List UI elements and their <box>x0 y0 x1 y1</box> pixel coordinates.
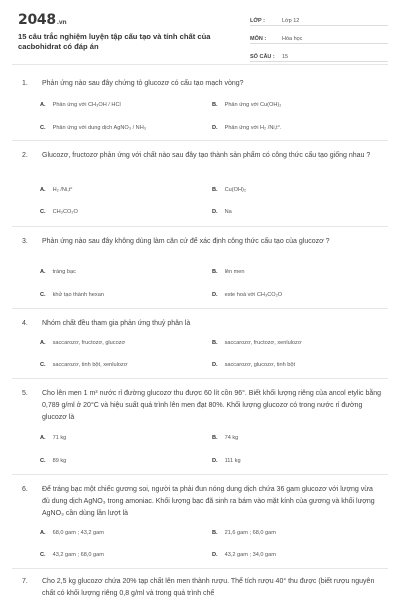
meta-label: MÔN : <box>250 36 267 42</box>
option-d[interactable] <box>212 362 295 368</box>
option-d[interactable] <box>212 125 282 131</box>
option-b[interactable] <box>212 435 238 441</box>
meta-row-subject <box>250 30 388 44</box>
option-d[interactable] <box>212 458 241 464</box>
option-key: C. <box>40 125 46 131</box>
option-text: saccarozơ, fructozơ, glucozơ <box>52 340 126 346</box>
meta-row-count <box>250 48 388 62</box>
option-key: D. <box>212 552 218 558</box>
option-text: H₂ /Ni,t° <box>52 187 73 193</box>
question-text: Để tráng bạc một chiếc gương soi, người ta phải đun nóng dung dịch chứa 36 gam glucozơ với lượng vừa đủ dung dịch AgNO₃ trong amoniac. Khối lượng bạc đã sinh ra bám vào mặt kính của gương và khối lượng AgNO₃ cần dùng lần lượt là <box>42 486 375 517</box>
option-key: D. <box>212 458 218 464</box>
question-text: Phản ứng nào sau đây không dùng làm căn cứ để xác định công thức cấu tạo của glucozơ ? <box>42 238 330 245</box>
option-text: lên men <box>224 269 245 275</box>
option-key: B. <box>212 269 218 275</box>
option-a[interactable] <box>40 187 73 193</box>
question-number: 4. <box>22 320 28 327</box>
option-key: C. <box>40 552 46 558</box>
option-key: A. <box>40 102 46 108</box>
option-c[interactable] <box>40 552 104 558</box>
option-text: saccarozơ, glucozơ, tinh bột <box>224 362 296 368</box>
option-text: Na <box>224 209 232 215</box>
question-number: 2. <box>22 152 28 159</box>
option-key: D. <box>212 362 218 368</box>
divider <box>12 378 388 379</box>
option-text: 74 kg <box>224 435 239 441</box>
option-key: D. <box>212 292 218 298</box>
option-d[interactable] <box>212 209 232 215</box>
option-a[interactable] <box>40 435 66 441</box>
meta-value: Lớp 12 <box>282 18 300 24</box>
option-c[interactable] <box>40 292 104 298</box>
document-title: 15 câu trắc nghiệm luyện tập cấu tạo và tính chất của cacbohidrat có đáp án <box>18 32 211 51</box>
option-text: este hoá với CH₃CO₂O <box>224 292 283 298</box>
option-text: saccarozơ, fructozơ, xenlulozơ <box>224 340 302 346</box>
option-a[interactable] <box>40 269 76 275</box>
option-text: 89 kg <box>52 458 67 464</box>
option-text: khử tạo thành hexan <box>52 292 104 298</box>
divider <box>12 308 388 309</box>
option-key: D. <box>212 209 218 215</box>
option-key: C. <box>40 209 46 215</box>
question-text: Nhóm chất đều tham gia phản ứng thuỷ phân là <box>42 320 191 327</box>
question-number: 5. <box>22 390 28 397</box>
option-key: B. <box>212 187 218 193</box>
option-key: B. <box>212 102 218 108</box>
option-key: A. <box>40 530 46 536</box>
option-text: Cu(OH)₂ <box>224 187 247 193</box>
question-text: Glucozơ, fructozơ phản ứng với chất nào sau đây tạo thành sản phẩm có công thức cấu tạo giống nhau ? <box>42 152 371 159</box>
option-text: Phản ứng với dung dịch AgNO₃ / NH₃ <box>52 125 147 131</box>
meta-label: LỚP : <box>250 18 265 24</box>
option-key: A. <box>40 187 46 193</box>
option-text: 111 kg <box>224 458 241 464</box>
document-header <box>0 0 400 62</box>
meta-row-grade <box>250 12 388 26</box>
option-key: A. <box>40 435 46 441</box>
logo-text: 2048 <box>18 12 56 28</box>
option-a[interactable] <box>40 102 121 108</box>
option-a[interactable] <box>40 340 125 346</box>
option-key: B. <box>212 530 218 536</box>
option-text: 68,0 gam ; 43,2 gam <box>52 530 104 536</box>
meta-label: SỐ CÂU : <box>250 54 275 60</box>
option-b[interactable] <box>212 340 302 346</box>
logo-ext: .vn <box>56 19 67 26</box>
option-a[interactable] <box>40 530 104 536</box>
option-text: 43,2 gam ; 34,0 gam <box>224 552 276 558</box>
option-key: C. <box>40 292 46 298</box>
option-text: CH₃CO₂O <box>52 209 78 215</box>
option-d[interactable] <box>212 292 282 298</box>
option-key: C. <box>40 458 46 464</box>
option-b[interactable] <box>212 530 276 536</box>
site-logo[interactable] <box>18 12 66 28</box>
document-meta <box>250 12 388 66</box>
question-number: 1. <box>22 80 28 87</box>
option-text: saccarozơ, tinh bột, xenlulozơ <box>52 362 128 368</box>
option-c[interactable] <box>40 458 66 464</box>
option-d[interactable] <box>212 552 276 558</box>
question-text: Cho lên men 1 m³ nước rỉ đường glucozơ thu được 60 lít cồn 96°. Biết khối lượng riêng của ancol etylic bằng 0,789 g/ml ở 20°C và hiệu suất quá trình lên men đạt 80%. Khối lượng glucozơ có trong nước rỉ đường glucozơ là <box>42 390 382 421</box>
question-number: 6. <box>22 486 28 493</box>
option-c[interactable] <box>40 362 127 368</box>
option-text: 43,2 gam ; 68,0 gam <box>52 552 104 558</box>
option-key: C. <box>40 362 46 368</box>
question-text: Cho 2,5 kg glucozơ chứa 20% tạp chất lên men thành rượu. Thể tích rượu 40° thu được (biết rượu nguyên chất có khối lượng riêng 0,8 g/ml và trong quá trình chế <box>42 578 375 597</box>
option-text: tráng bạc <box>52 269 76 275</box>
divider <box>12 568 388 569</box>
option-b[interactable] <box>212 102 281 108</box>
option-c[interactable] <box>40 125 146 131</box>
question-number: 3. <box>22 238 28 245</box>
option-key: B. <box>212 435 218 441</box>
option-key: B. <box>212 340 218 346</box>
option-text: Phản ứng với CH₃OH / HCl <box>52 102 121 108</box>
option-key: A. <box>40 340 46 346</box>
option-key: A. <box>40 269 46 275</box>
option-text: 71 kg <box>52 435 67 441</box>
divider <box>12 140 388 141</box>
option-b[interactable] <box>212 187 246 193</box>
option-text: Phản ứng với H₂ /Ni,t°. <box>224 125 282 131</box>
meta-value: Hóa học <box>282 36 303 42</box>
question-number: 7. <box>22 578 28 585</box>
divider <box>12 474 388 475</box>
divider <box>12 226 388 227</box>
option-text: Phản ứng với Cu(OH)₂ <box>224 102 282 108</box>
meta-value: 15 <box>282 54 289 60</box>
divider <box>12 64 388 65</box>
question-text: Phản ứng nào sau đây chứng tỏ glucozơ có cấu tạo mạch vòng? <box>42 80 244 87</box>
option-text: 21,6 gam ; 68,0 gam <box>224 530 276 536</box>
option-b[interactable] <box>212 269 245 275</box>
option-key: D. <box>212 125 218 131</box>
option-c[interactable] <box>40 209 78 215</box>
